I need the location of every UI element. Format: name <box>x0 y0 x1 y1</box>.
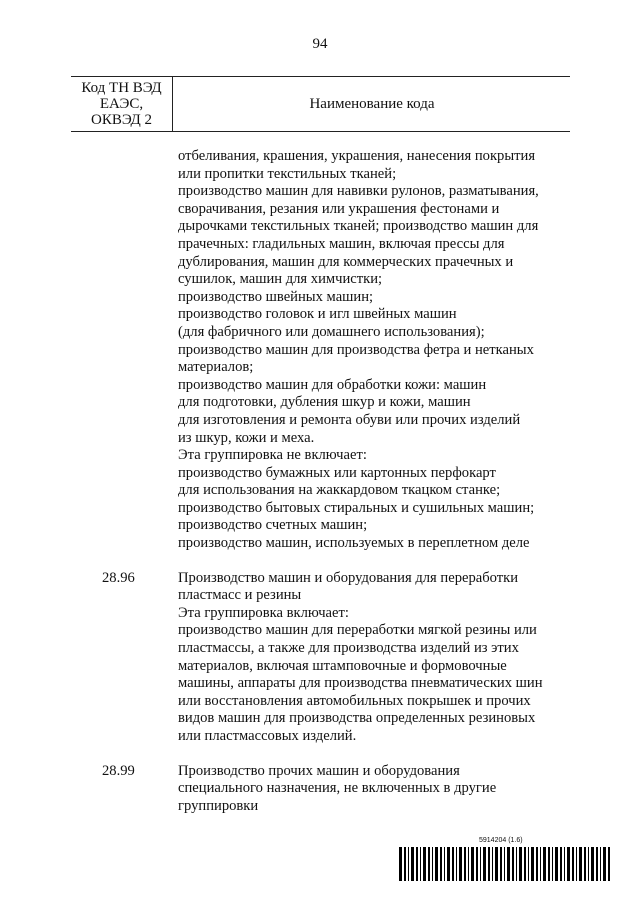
entry-spacer <box>71 746 570 763</box>
description-line: дырочками текстильных тканей; производство машин для <box>178 218 539 235</box>
barcode-bar <box>492 847 493 881</box>
barcode-bar <box>399 847 402 881</box>
barcode-bar <box>603 847 606 881</box>
barcode-bar <box>480 847 481 881</box>
barcode-bar <box>476 847 478 881</box>
description-line: или пропитки текстильных тканей; <box>178 165 397 182</box>
description-line: производство машин для производства фетра и нетканых <box>178 341 534 358</box>
classification-table-body <box>71 148 570 815</box>
barcode-bar <box>540 847 541 881</box>
description-line: из шкур, кожи и меха. <box>178 429 315 446</box>
header-code-column <box>71 77 173 131</box>
description-line: для изготовления и ремонта обуви или прочих изделий <box>178 411 521 428</box>
entry-code <box>71 148 178 553</box>
description-line: производство головок и игл швейных машин <box>178 306 457 323</box>
description-line: отбеливания, крашения, украшения, нанесения покрытия <box>178 148 536 164</box>
description-line: производство машин для навивки рулонов, разматывания, <box>178 183 539 200</box>
barcode-bar <box>444 847 445 881</box>
description-line: сушилок, машин для химчистки; <box>178 271 383 288</box>
barcode-bar <box>548 847 550 881</box>
header-code-line: ОКВЭД 2 <box>91 112 152 128</box>
barcode-bar <box>591 847 594 881</box>
barcode-bar <box>471 847 474 881</box>
barcode-bar <box>404 847 406 881</box>
description-line: Эта группировка не включает: <box>178 447 367 464</box>
barcode-bar <box>456 847 457 881</box>
description-line: (для фабричного или домашнего использования); <box>178 323 485 340</box>
description-line: производство машин, используемых в переплетном деле <box>178 535 530 552</box>
description-line: производство швейных машин; <box>178 288 374 305</box>
barcode-bar <box>432 847 433 881</box>
entry-spacer <box>71 553 570 570</box>
barcode-bar <box>596 847 598 881</box>
barcode-bar <box>608 847 610 881</box>
barcode-bar <box>543 847 546 881</box>
description-line: машины, аппараты для производства пневматических шин <box>178 675 543 692</box>
barcode-bar <box>572 847 574 881</box>
barcode-text: 5914204 (1.6) <box>479 837 523 844</box>
description-line: или пластмассовых изделий. <box>178 728 357 744</box>
barcode-bar <box>516 847 517 881</box>
description-line: группировки <box>178 797 259 814</box>
barcode-bar <box>576 847 577 881</box>
barcode-bar <box>524 847 526 881</box>
description-line: материалов; <box>178 359 254 376</box>
description-line: производство машин для обработки кожи: машин <box>178 376 487 393</box>
barcode-bar <box>488 847 490 881</box>
table-row <box>71 148 570 553</box>
barcode-bar <box>423 847 426 881</box>
barcode-bar <box>552 847 553 881</box>
barcode-bar <box>504 847 505 881</box>
description-line: производство машин для переработки мягкой резины или <box>178 622 537 639</box>
description-line: для использования на жаккардовом ткацком станке; <box>178 482 501 499</box>
barcode-bar <box>420 847 421 881</box>
barcode-bar <box>428 847 430 881</box>
description-line: Эта группировка включает: <box>178 604 349 621</box>
barcode-bar <box>579 847 582 881</box>
barcode-bar <box>447 847 450 881</box>
description-line: прачечных: гладильных машин, включая прессы для <box>178 235 505 252</box>
description-line: производство бумажных или картонных перфокарт <box>178 464 496 481</box>
table-row <box>71 570 570 746</box>
entry-description <box>178 570 570 746</box>
entry-code: 28.99 <box>102 762 135 779</box>
description-line: или восстановления автомобильных покрышек и прочих <box>178 692 531 709</box>
entry-description <box>178 763 570 816</box>
barcode-bar <box>528 847 529 881</box>
description-line: видов машин для производства определенных резиновых <box>178 710 536 727</box>
barcode-bar <box>468 847 469 881</box>
barcode-bar <box>567 847 570 881</box>
description-line: Производство машин и оборудования для переработки <box>178 569 519 586</box>
barcode-bar <box>452 847 454 881</box>
description-line: пластмассы, а также для производства изделий из этих <box>178 640 519 657</box>
barcode-bar <box>500 847 502 881</box>
description-line: материалов, включая штамповочные и формовочные <box>178 657 507 674</box>
description-line: для подготовки, дубления шкур и кожи, машин <box>178 394 471 411</box>
barcode-bar <box>440 847 442 881</box>
header-code-line: Код ТН ВЭД <box>81 80 162 96</box>
barcode-bar <box>464 847 466 881</box>
barcode-bar <box>435 847 438 881</box>
barcode-bar <box>416 847 418 881</box>
barcode-bar <box>483 847 486 881</box>
description-line: производство бытовых стиральных и сушильных машин; <box>178 499 535 516</box>
barcode-bar <box>588 847 589 881</box>
description-line: дублирования, машин для коммерческих прачечных и <box>178 253 514 270</box>
barcode-bar <box>531 847 534 881</box>
header-code-line: ЕАЭС, <box>99 96 144 112</box>
page-number: 94 <box>312 36 328 52</box>
entry-code: 28.96 <box>102 569 135 586</box>
barcode-bar <box>408 847 409 881</box>
barcode-bar <box>584 847 586 881</box>
barcode-bar <box>495 847 498 881</box>
barcode-bar <box>519 847 522 881</box>
description-line: сворачивания, резания или украшения фестонами и <box>178 200 500 217</box>
barcode-bar <box>512 847 514 881</box>
barcode-bar <box>536 847 538 881</box>
table-header <box>71 76 570 132</box>
barcode-bar <box>411 847 414 881</box>
barcode <box>399 837 614 883</box>
entry-description <box>178 148 570 553</box>
barcode-graphic <box>399 847 614 881</box>
barcode-bar <box>600 847 601 881</box>
barcode-bar <box>507 847 510 881</box>
description-line: производство счетных машин; <box>178 517 368 534</box>
header-name-column: Наименование кода <box>309 96 435 112</box>
description-line: специального назначения, не включенных в другие <box>178 780 497 797</box>
barcode-bar <box>564 847 565 881</box>
description-line: пластмасс и резины <box>178 587 302 604</box>
barcode-bar <box>459 847 462 881</box>
barcode-bar <box>560 847 562 881</box>
table-row <box>71 763 570 816</box>
barcode-bar <box>555 847 558 881</box>
description-line: Производство прочих машин и оборудования <box>178 762 460 779</box>
